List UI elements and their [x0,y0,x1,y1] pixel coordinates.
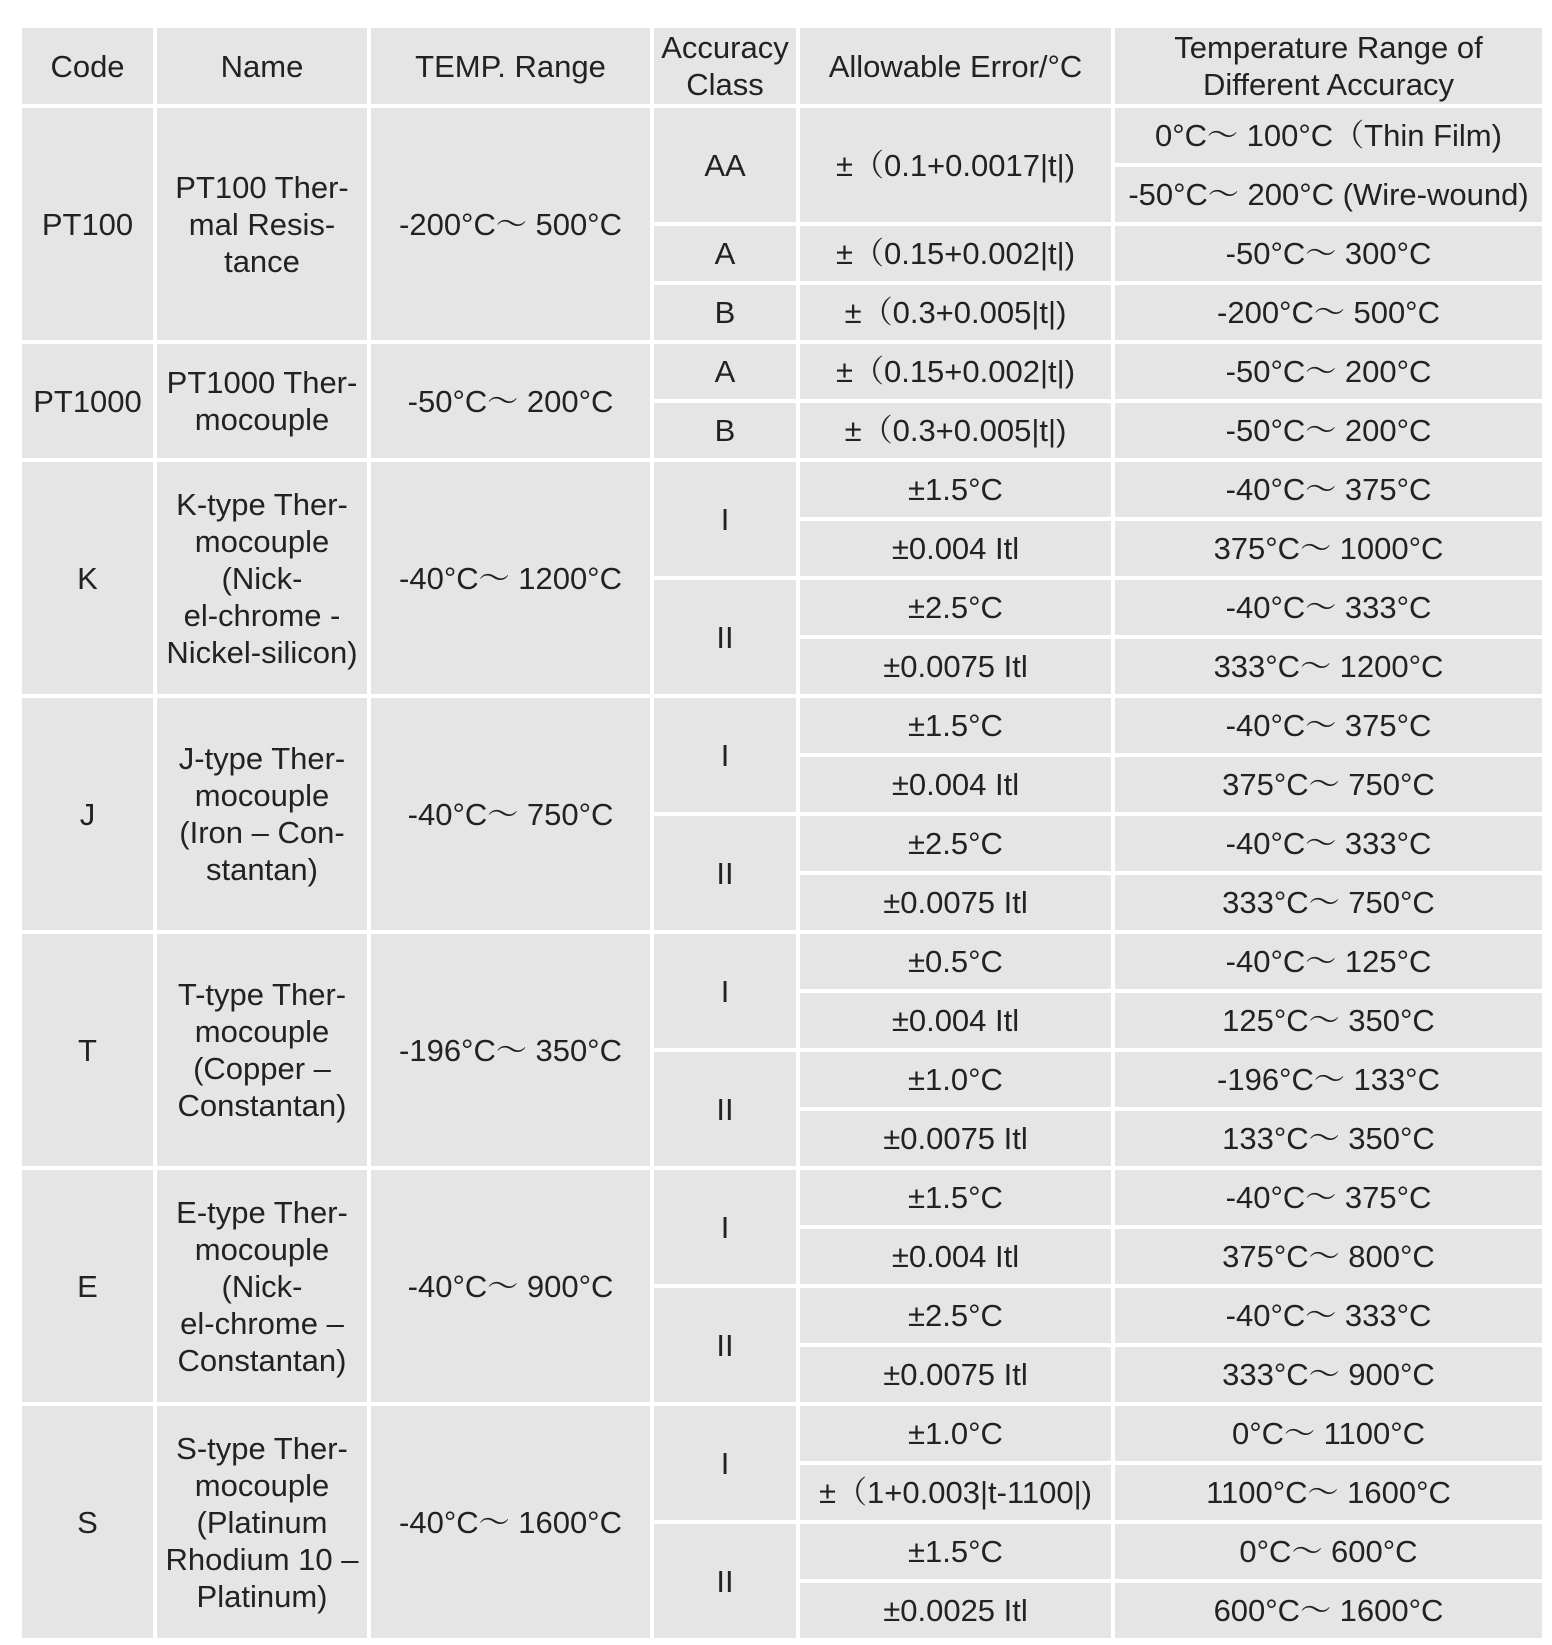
temp-range-accuracy-cell: 0°C～ 600°C [1115,1524,1542,1579]
accuracy-class-cell: II [654,580,796,694]
accuracy-spec-table [18,24,1546,1642]
temp-range-accuracy-cell: 0°C～ 1100°C [1115,1406,1542,1461]
temp-range-accuracy-cell: -200°C～ 500°C [1115,285,1542,340]
temp-range-cell: -200°C～ 500°C [371,108,650,340]
header-code: Code [22,28,153,104]
code-cell: PT100 [22,108,153,340]
allowable-error-cell: ±（0.3+0.005|t|) [800,403,1111,458]
table-row [22,934,1542,989]
code-cell: T [22,934,153,1166]
table-header [22,28,1542,104]
accuracy-class-cell: I [654,934,796,1048]
accuracy-class-cell: I [654,698,796,812]
header-name: Name [157,28,367,104]
temp-range-accuracy-cell: -40°C～ 125°C [1115,934,1542,989]
name-cell: PT100 Ther- mal Resis- tance [157,108,367,340]
allowable-error-cell: ±0.004 Itl [800,993,1111,1048]
table-body [22,108,1542,1638]
header-row [22,28,1542,104]
temp-range-accuracy-cell: 1100°C～ 1600°C [1115,1465,1542,1520]
temp-range-accuracy-cell: -40°C～ 333°C [1115,580,1542,635]
allowable-error-cell: ±（0.15+0.002|t|) [800,226,1111,281]
temp-range-accuracy-cell: -50°C～ 200°C [1115,403,1542,458]
code-cell: E [22,1170,153,1402]
allowable-error-cell: ±1.5°C [800,698,1111,753]
temp-range-cell: -40°C～ 900°C [371,1170,650,1402]
temp-range-accuracy-cell: -40°C～ 375°C [1115,1170,1542,1225]
accuracy-class-cell: II [654,816,796,930]
header-allowable-error: Allowable Error/°C [800,28,1111,104]
allowable-error-cell: ±2.5°C [800,816,1111,871]
table-row [22,1406,1542,1461]
temp-range-cell: -196°C～ 350°C [371,934,650,1166]
allowable-error-cell: ±1.0°C [800,1052,1111,1107]
temp-range-accuracy-cell: -40°C～ 333°C [1115,816,1542,871]
temp-range-accuracy-cell: -40°C～ 375°C [1115,698,1542,753]
accuracy-class-cell: I [654,1170,796,1284]
accuracy-class-cell: AA [654,108,796,222]
name-cell: T-type Ther- mocouple (Copper – Constantan) [157,934,367,1166]
temp-range-accuracy-cell: -50°C～ 200°C (Wire-wound) [1115,167,1542,222]
temp-range-cell: -50°C～ 200°C [371,344,650,458]
temp-range-accuracy-cell: 133°C～ 350°C [1115,1111,1542,1166]
table-row [22,1170,1542,1225]
temp-range-accuracy-cell: -50°C～ 300°C [1115,226,1542,281]
code-cell: J [22,698,153,930]
temp-range-accuracy-cell: -196°C～ 133°C [1115,1052,1542,1107]
temp-range-accuracy-cell: 333°C～ 900°C [1115,1347,1542,1402]
allowable-error-cell: ±0.004 Itl [800,1229,1111,1284]
allowable-error-cell: ±1.5°C [800,1170,1111,1225]
allowable-error-cell: ±0.0075 Itl [800,639,1111,694]
table-row [22,108,1542,163]
accuracy-class-cell: B [654,285,796,340]
accuracy-class-cell: II [654,1052,796,1166]
allowable-error-cell: ±（1+0.003|t-1100|) [800,1465,1111,1520]
allowable-error-cell: ±1.5°C [800,462,1111,517]
name-cell: PT1000 Ther- mocouple [157,344,367,458]
allowable-error-cell: ±0.004 Itl [800,521,1111,576]
accuracy-class-cell: I [654,462,796,576]
header-temp-range: TEMP. Range [371,28,650,104]
temp-range-accuracy-cell: 600°C～ 1600°C [1115,1583,1542,1638]
temp-range-accuracy-cell: 125°C～ 350°C [1115,993,1542,1048]
temp-range-accuracy-cell: 375°C～ 1000°C [1115,521,1542,576]
accuracy-class-cell: B [654,403,796,458]
temp-range-accuracy-cell: 375°C～ 800°C [1115,1229,1542,1284]
temp-range-accuracy-cell: -40°C～ 333°C [1115,1288,1542,1343]
allowable-error-cell: ±0.5°C [800,934,1111,989]
name-cell: S-type Ther- mocouple (Platinum Rhodium 10 – Platinum) [157,1406,367,1638]
allowable-error-cell: ±（0.15+0.002|t|) [800,344,1111,399]
allowable-error-cell: ±1.5°C [800,1524,1111,1579]
allowable-error-cell: ±0.0025 Itl [800,1583,1111,1638]
table-row [22,698,1542,753]
allowable-error-cell: ±2.5°C [800,1288,1111,1343]
allowable-error-cell: ±0.0075 Itl [800,875,1111,930]
header-accuracy-class: Accuracy Class [654,28,796,104]
temp-range-accuracy-cell: 0°C～ 100°C（Thin Film) [1115,108,1542,163]
temp-range-accuracy-cell: 333°C～ 750°C [1115,875,1542,930]
allowable-error-cell: ±（0.3+0.005|t|) [800,285,1111,340]
allowable-error-cell: ±1.0°C [800,1406,1111,1461]
code-cell: K [22,462,153,694]
header-temp-range-accuracy: Temperature Range of Different Accuracy [1115,28,1542,104]
name-cell: J-type Ther- mocouple (Iron – Con- stantan) [157,698,367,930]
code-cell: S [22,1406,153,1638]
name-cell: K-type Ther- mocouple (Nick- el-chrome - Nickel-silicon) [157,462,367,694]
code-cell: PT1000 [22,344,153,458]
table-row [22,462,1542,517]
allowable-error-cell: ±0.0075 Itl [800,1347,1111,1402]
allowable-error-cell: ±（0.1+0.0017|t|) [800,108,1111,222]
temp-range-accuracy-cell: 333°C～ 1200°C [1115,639,1542,694]
table-row [22,344,1542,399]
temp-range-cell: -40°C～ 1600°C [371,1406,650,1638]
name-cell: E-type Ther- mocouple (Nick- el-chrome – Constantan) [157,1170,367,1402]
accuracy-class-cell: II [654,1288,796,1402]
temp-range-accuracy-cell: -40°C～ 375°C [1115,462,1542,517]
accuracy-class-cell: II [654,1524,796,1638]
temp-range-accuracy-cell: -50°C～ 200°C [1115,344,1542,399]
allowable-error-cell: ±0.004 Itl [800,757,1111,812]
allowable-error-cell: ±2.5°C [800,580,1111,635]
accuracy-class-cell: I [654,1406,796,1520]
temp-range-cell: -40°C～ 750°C [371,698,650,930]
temp-range-accuracy-cell: 375°C～ 750°C [1115,757,1542,812]
allowable-error-cell: ±0.0075 Itl [800,1111,1111,1166]
temp-range-cell: -40°C～ 1200°C [371,462,650,694]
accuracy-class-cell: A [654,226,796,281]
accuracy-class-cell: A [654,344,796,399]
